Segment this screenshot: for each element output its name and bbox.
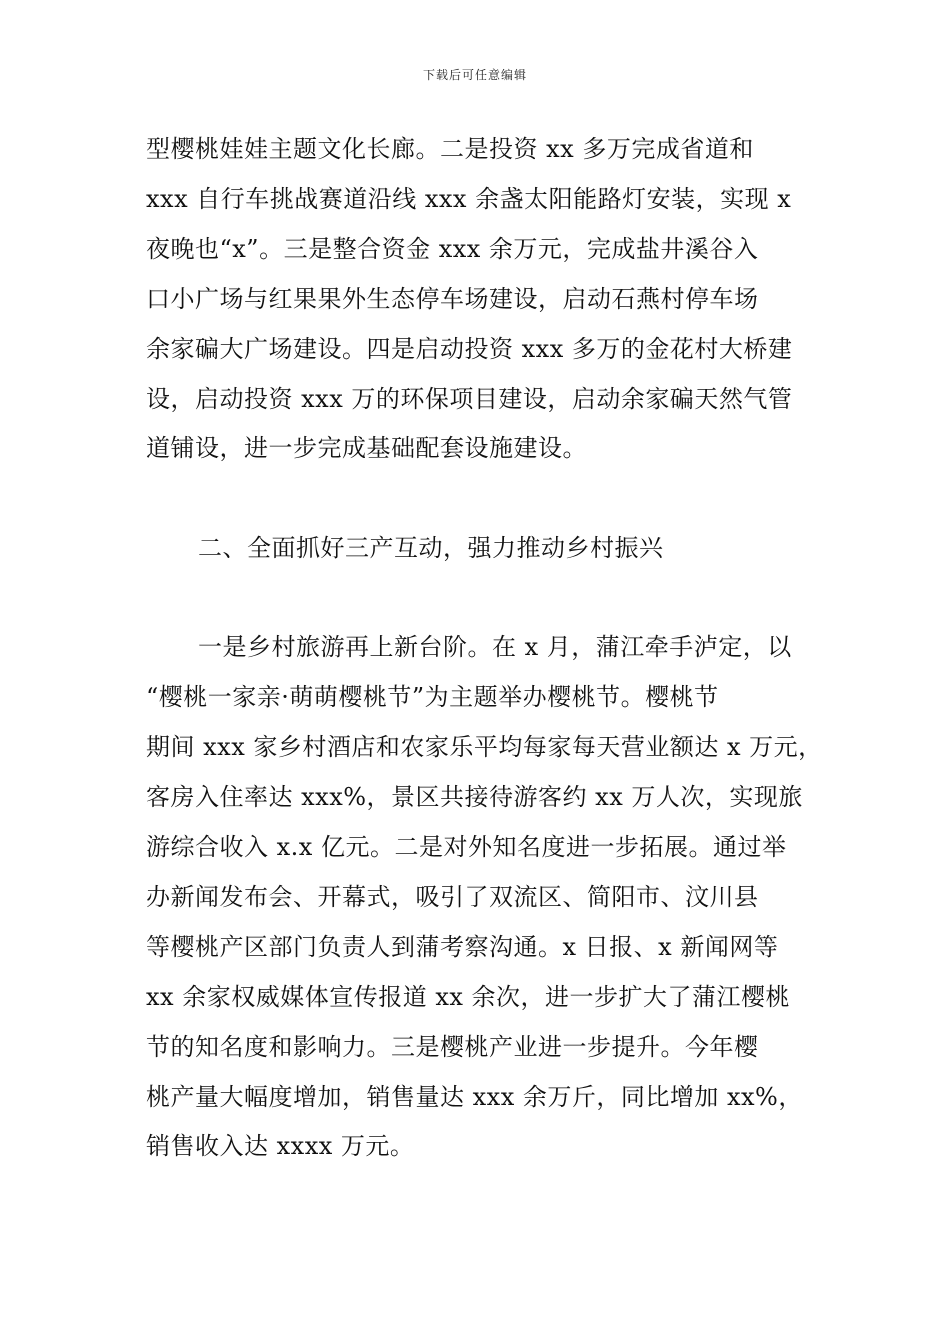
paragraph-line: xx 余家权威媒体宣传报道 xx 余次，进一步扩大了蒲江樱桃 xyxy=(146,983,791,1011)
paragraph-line: 桃产量大幅度增加，销售量达 xxx 余万斤，同比增加 xx%， xyxy=(146,1083,803,1111)
paragraph-line: 余家碥大广场建设。四是启动投资 xxx 多万的金花村大桥建 xyxy=(146,335,793,363)
paragraph-line: 型樱桃娃娃主题文化长廊。二是投资 xx 多万完成省道和 xyxy=(146,135,754,163)
paragraph-line: 设，启动投资 xxx 万的环保项目建设，启动余家碥天然气管 xyxy=(146,385,793,413)
paragraph-line: 游综合收入 x.x 亿元。二是对外知名度进一步拓展。通过举 xyxy=(146,833,787,861)
paragraph-line: “樱桃一家亲·萌萌樱桃节”为主题举办樱桃节。樱桃节 xyxy=(146,683,719,711)
paragraph-line: 节的知名度和影响力。三是樱桃产业进一步提升。今年樱 xyxy=(146,1033,759,1061)
paragraph-line: 等樱桃产区部门负责人到蒲考察沟通。x 日报、x 新闻网等 xyxy=(146,933,779,961)
paragraph-line: 客房入住率达 xxx%，景区共接待游客约 xx 万人次，实现旅 xyxy=(146,783,803,811)
paragraph-line: 期间 xxx 家乡村酒店和农家乐平均每家每天营业额达 x 万元， xyxy=(146,733,823,761)
paragraph-line: 销售收入达 xxxx 万元。 xyxy=(146,1132,415,1160)
paragraph-line: 道铺设，进一步完成基础配套设施建设。 xyxy=(146,434,587,462)
paragraph-line: 口小广场与红果果外生态停车场建设，启动石燕村停车场 xyxy=(146,285,759,313)
paragraph-line: xxx 自行车挑战赛道沿线 xxx 余盏太阳能路灯安装，实现 x xyxy=(146,185,792,213)
paragraph-line: 夜晚也“x”。三是整合资金 xxx 余万元，完成盐井溪谷入 xyxy=(146,235,759,263)
header-note: 下载后可任意编辑 xyxy=(422,68,527,82)
section-heading: 二、全面抓好三产互动，强力推动乡村振兴 xyxy=(198,534,664,562)
paragraph-line: 办新闻发布会、开幕式，吸引了双流区、简阳市、汶川县 xyxy=(146,883,759,911)
paragraph-line: 一是乡村旅游再上新台阶。在 x 月，蒲江牵手泸定，以 xyxy=(198,633,792,661)
